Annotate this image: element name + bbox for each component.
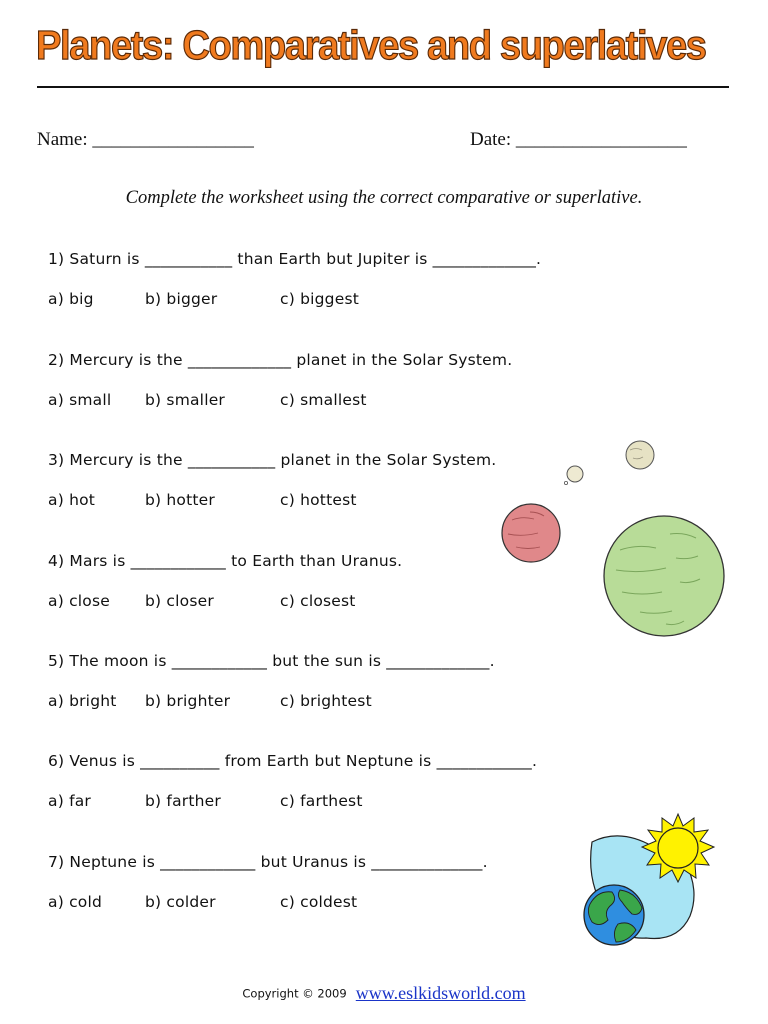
date-field: Date: __________________ (470, 129, 687, 150)
title-underline (37, 86, 729, 88)
question-3-option-a: a) hot (48, 491, 96, 509)
footer (0, 983, 768, 1004)
earth-icon (584, 885, 644, 945)
question-2-option-a: a) small (48, 391, 112, 409)
question-5: 5) The moon is ____________ but the sun is _____________. (48, 652, 495, 670)
question-6-option-b: b) farther (145, 792, 221, 810)
question-4: 4) Mars is ____________ to Earth than Uranus. (48, 552, 403, 570)
question-5-option-c: c) brightest (280, 692, 372, 710)
big-green-planet-icon (604, 516, 724, 636)
planets-illustration (490, 430, 740, 640)
question-5-option-b: b) brighter (145, 692, 231, 710)
question-6-option-c: c) farthest (280, 792, 363, 810)
medium-planet-icon (626, 441, 654, 469)
question-6-option-a: a) far (48, 792, 92, 810)
question-1-option-c: c) biggest (280, 290, 360, 308)
question-1-option-b: b) bigger (145, 290, 218, 308)
red-planet-icon (502, 504, 560, 562)
question-1-option-a: a) big (48, 290, 94, 308)
website-link[interactable]: www.eslkidsworld.com (355, 983, 526, 1003)
question-2: 2) Mercury is the _____________ planet in the Solar System. (48, 351, 513, 369)
name-field: Name: _________________ (37, 129, 254, 150)
question-4-option-b: b) closer (145, 592, 214, 610)
question-4-option-a: a) close (48, 592, 110, 610)
small-planet-icon (567, 466, 583, 482)
question-6: 6) Venus is __________ from Earth but Neptune is ____________. (48, 752, 538, 770)
question-3: 3) Mercury is the ___________ planet in the Solar System. (48, 451, 497, 469)
question-1: 1) Saturn is ___________ than Earth but Jupiter is _____________. (48, 250, 542, 268)
question-2-option-c: c) smallest (280, 391, 367, 409)
sun-earth-illustration (580, 812, 720, 952)
question-7: 7) Neptune is ____________ but Uranus is ______________. (48, 853, 488, 871)
copyright-text: Copyright © 2009 (242, 986, 347, 1001)
question-4-option-c: c) closest (280, 592, 356, 610)
question-7-option-b: b) colder (145, 893, 216, 911)
question-5-option-a: a) bright (48, 692, 117, 710)
question-2-option-b: b) smaller (145, 391, 226, 409)
question-3-option-b: b) hotter (145, 491, 215, 509)
question-7-option-a: a) cold (48, 893, 103, 911)
worksheet-title: Planets: Comparatives and superlatives (36, 22, 706, 68)
tiny-planet-icon (564, 481, 567, 484)
instructions: Complete the worksheet using the correct comparative or superlative. (125, 188, 643, 208)
question-3-option-c: c) hottest (280, 491, 357, 509)
question-7-option-c: c) coldest (280, 893, 358, 911)
